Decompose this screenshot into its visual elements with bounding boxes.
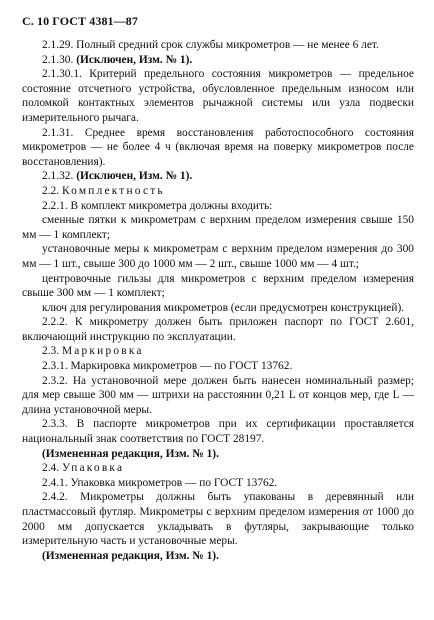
paragraph-2-3-2: 2.3.2. На установочной мере должен быть нанесен номинальный размер; для мер свыше 300 мм — штрихи на расстоянии 0,21 L от концов мер, где L — длина установочной меры.	[22, 374, 414, 416]
page-header: С. 10 ГОСТ 4381—87	[22, 14, 138, 28]
paragraph-2-3-3: 2.3.3. В паспорте микрометров при их сертификации проставляется национальный знак соответствия по ГОСТ 28197.	[22, 418, 414, 446]
paragraph-2-1-32	[22, 169, 414, 184]
excluded-note: (Исключен, Изм. № 1).	[76, 53, 193, 66]
list-item-setting-gauges: установочные меры к микрометрам с верхним пределом измерения до 300 мм — 1 шт., свыше 300 до 1000 мм — 2 шт., свыше 1000 мм — 4 шт.;	[22, 243, 414, 270]
section-title: Комплектность	[61, 184, 165, 197]
paragraph-2-2-2: 2.2.2. К микрометру должен быть приложен паспорт по ГОСТ 2.601, включающий инструкцию по эксплуатации.	[22, 316, 414, 343]
paragraph-2-1-31: 2.1.31. Среднее время восстановления работоспособного состояния микрометров — не более 4 ч (включая время на поверку микрометров после восстановления).	[22, 126, 414, 168]
list-item-replaceable-heels: сменные пятки к микрометрам с верхним пределом измерения свыше 150 мм — 1 комплект;	[22, 214, 414, 241]
section-number: 2.4.	[42, 462, 60, 475]
paragraph-2-4-2: 2.4.2. Микрометры должны быть упакованы в деревянный или пластмассовый футляр. Микрометры с верхним пределом измерения от 1000 до 2000 мм допускается укладывать в футляры, закрывающие только измерительную часть и установочные меры.	[22, 491, 414, 548]
paragraph-2-1-30	[22, 53, 414, 68]
paragraph-2-2-1: 2.2.1. В комплект микрометра должны входить:	[42, 199, 273, 212]
list-item-centering-sleeves: центровочные гильзы для микрометров с верхним пределом измерения свыше 300 мм — 1 комплект;	[22, 272, 414, 300]
amendment-note: (Измененная редакция, Изм. № 1).	[42, 447, 219, 460]
section-title: Упаковка	[61, 462, 125, 475]
section-2-3-heading	[22, 344, 414, 359]
document-body	[22, 38, 414, 563]
list-item-adjusting-key: ключ для регулирования микрометров (если предусмотрен конструкцией).	[42, 301, 405, 314]
clause-number: 2.1.30.	[42, 53, 74, 66]
section-2-4-heading	[22, 461, 414, 476]
section-number: 2.2.	[42, 184, 60, 197]
amendment-note: (Измененная редакция, Изм. № 1).	[42, 549, 219, 562]
section-2-2-heading	[22, 184, 414, 199]
paragraph-2-3-1: 2.3.1. Маркировка микрометров — по ГОСТ 13762.	[42, 360, 293, 373]
section-number: 2.3.	[42, 345, 60, 358]
section-title: Маркировка	[61, 345, 144, 358]
clause-number: 2.1.32.	[42, 170, 74, 183]
paragraph-2-1-30-1: 2.1.30.1. Критерий предельного состояния микрометров — предельное состояние отсчетного устройства, обусловленное предельным износом или поломкой контактных элементов рычажной системы или узла подвески измерительного рычага.	[22, 68, 414, 124]
excluded-note: (Исключен, Изм. № 1).	[76, 170, 193, 183]
paragraph-2-4-1: 2.4.1. Упаковка микрометров — по ГОСТ 13762.	[42, 476, 278, 489]
paragraph-2-1-29: 2.1.29. Полный средний срок службы микрометров — не менее 6 лет.	[42, 39, 379, 51]
